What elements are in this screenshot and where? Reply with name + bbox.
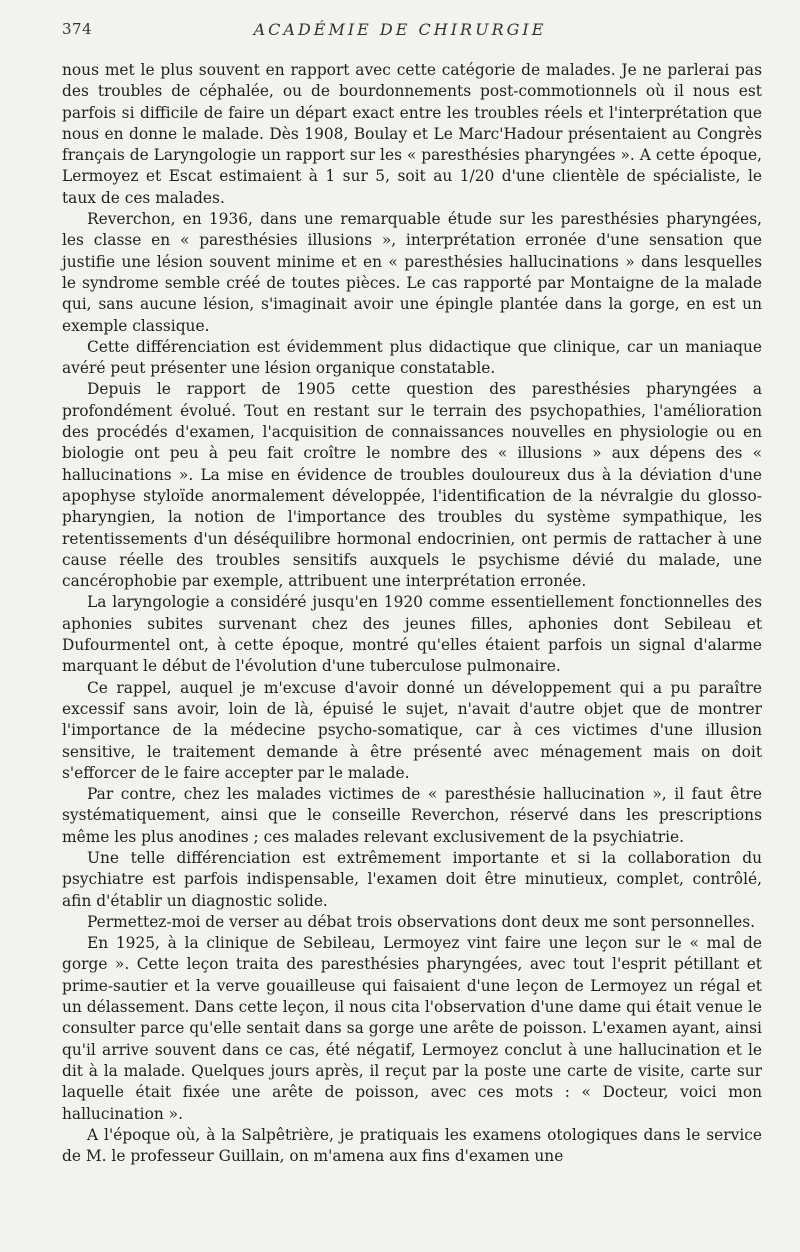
body-text bbox=[62, 60, 762, 1167]
paragraph: Reverchon, en 1936, dans une remarquable étude sur les paresthésies pharyngées, les classe en « paresthésies illusions », interprétation erronée d'une sensation que justifie une lésion souvent minime et en « paresthésies hallucinations » dans lesquelles le syndrome semble créé de toutes pièces. Le cas rapporté par Montaigne de la malade qui, sans aucune lésion, s'imaginait avoir une épingle plantée dans la gorge, en est un exemple classique. bbox=[62, 210, 762, 335]
running-head bbox=[62, 20, 760, 44]
paragraph: Permettez-moi de verser au débat trois observations dont deux me sont personnelles. bbox=[87, 912, 756, 931]
journal-title: ACADÉMIE DE CHIRURGIE bbox=[253, 20, 547, 39]
paragraph: Une telle différenciation est extrêmement importante et si la collaboration du psychiatre est parfois indispensable, l'examen doit être minutieux, complet, contrôlé, afin d'établir un diagnostic solide. bbox=[62, 848, 762, 910]
paragraph: A l'époque où, à la Salpêtrière, je pratiquais les examens otologiques dans le service de M. le professeur Guillain, on m'amena aux fins d'examen une bbox=[62, 1125, 762, 1166]
paragraph: nous met le plus souvent en rapport avec cette catégorie de malades. Je ne parlerai pas des troubles de céphalée, ou de bourdonnements post-commotionnels où il nous est parfois si difficile de faire un départ exact entre les troubles réels et l'interprétation que nous en donne le malade. Dès 1908, Boulay et Le Marc'Hadour présentaient au Congrès français de Laryngologie un rapport sur les « paresthésies pharyngées ». A cette époque, Lermoyez et Escat estimaient à 1 sur 5, soit au 1/20 d'une clientèle de spécialiste, le taux de ces malades. bbox=[62, 61, 762, 207]
paragraph: En 1925, à la clinique de Sebileau, Lermoyez vint faire une leçon sur le « mal de gorge ». Cette leçon traita des paresthésies pharyngées, avec tout l'esprit pétillant et prime-sautier et la verve gouailleuse qui faisaient d'une leçon de Lermoyez un régal et un délassement. Dans cette leçon, il nous cita l'observation d'une dame qui était venue le consulter parce qu'elle sentait dans sa gorge une arête de poisson. L'examen ayant, ainsi qu'il arrive souvent dans ce cas, été négatif, Lermoyez conclut à une hallucination et le dit à la malade. Quelques jours après, il reçut par la poste une carte de visite, carte sur laquelle était fixée une arête de poisson, avec ces mots : « Docteur, voici mon hallucination ». bbox=[62, 934, 762, 1123]
paragraph: La laryngologie a considéré jusqu'en 1920 comme essentiellement fonctionnelles des aphonies subites survenant chez des jeunes filles, aphonies dont Sebileau et Dufourmentel ont, à cette époque, montré qu'elles étaient parfois un signal d'alarme marquant le début de l'évolution d'une tuberculose pulmonaire. bbox=[62, 593, 762, 676]
paragraph: Cette différenciation est évidemment plus didactique que clinique, car un maniaque avéré peut présenter une lésion organique constatable. bbox=[62, 337, 762, 378]
paragraph: Par contre, chez les malades victimes de « paresthésie hallucination », il faut être systématiquement, ainsi que le conseille Reverchon, réservé dans les prescriptions même les plus anodines ; ces malades relevant exclusivement de la psychiatrie. bbox=[62, 785, 762, 846]
paragraph: Ce rappel, auquel je m'excuse d'avoir donné un développement qui a pu paraître excessif sans avoir, loin de là, épuisé le sujet, n'avait d'autre objet que de montrer l'importance de la médecine psycho-somatique, car à ces victimes d'une illusion sensitive, le traitement demande à être présenté avec ménagement mais on doit s'efforcer de le faire accepter par le malade. bbox=[62, 678, 762, 782]
paragraph: Depuis le rapport de 1905 cette question des paresthésies pharyngées a profondément évolué. Tout en restant sur le terrain des psychopathies, l'amélioration des procédés d'examen, l'acquisition de connaissances nouvelles en physiologie ou en biologie ont peu à peu fait croître le nombre des « illusions » aux dépens des « hallucinations ». La mise en évidence de troubles douloureux dus à la déviation d'une apophyse styloïde anormalement développée, l'identification de la névralgie du glosso-pharyngien, la notion de l'importance des troubles du système sympathique, les retentissements d'un déséquilibre hormonal endocrinien, ont permis de rattacher à une cause réelle des troubles sensitifs auxquels le psychisme dévié du malade, une cancérophobie par exemple, attribuent une interprétation erronée. bbox=[62, 380, 762, 591]
page-number: 374 bbox=[62, 20, 93, 38]
